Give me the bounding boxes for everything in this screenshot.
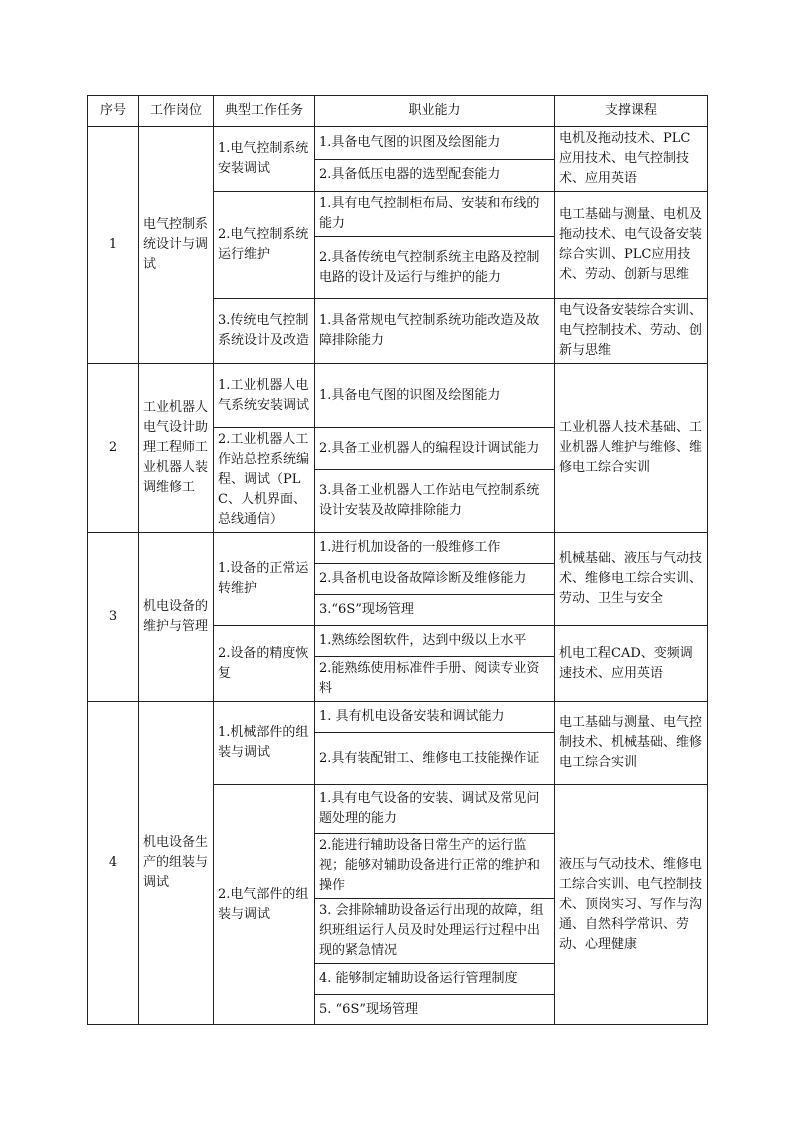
ability-cell: 2.能进行辅助设备日常生产的运行监视；能够对辅助设备进行正常的维护和操作 [315,834,555,899]
table-row [88,533,708,564]
ability-cell: 3. 会排除辅助设备运行出现的故障，组织班组运行人员及时处理运行过程中出现的紧急情况 [315,899,555,964]
course-cell: 液压与气动技术、维修电工综合实训、电气控制技术、顶岗实习、写作与沟通、自然科学常识、劳动、心理健康 [555,785,708,1025]
ability-cell: 1.熟练绘图软件，达到中级以上水平 [315,626,555,657]
ability-cell: 4. 能够制定辅助设备运行管理制度 [315,964,555,995]
course-cell: 机电工程CAD、变频调速技术、应用英语 [555,626,708,702]
ability-cell: 1. 具有机电设备安装和调试能力 [315,702,555,733]
header-task: 典型工作任务 [214,96,315,127]
ability-cell: 1.具有电气控制柜布局、安装和布线的能力 [315,192,555,237]
job-ability-course-table [87,95,708,1025]
course-cell: 电机及拖动技术、PLC应用技术、电气控制技术、应用英语 [555,127,708,192]
task-cell: 1.设备的正常运转维护 [214,533,315,626]
header-post: 工作岗位 [139,96,214,127]
ability-cell: 2.具备传统电气控制系统主电路及控制电路的设计及运行与维护的能力 [315,237,555,299]
task-cell: 2.设备的精度恢复 [214,626,315,702]
seq-cell: 2 [88,364,139,533]
task-cell: 1.机械部件的组装与调试 [214,702,315,785]
task-cell: 2.电气控制系统运行维护 [214,192,315,299]
ability-cell: 1.具备常规电气控制系统功能改造及故障排除能力 [315,299,555,364]
course-cell: 工业机器人技术基础、工业机器人维护与维修、维修电工综合实训 [555,364,708,533]
table-row [88,702,708,733]
course-cell: 机械基础、液压与气动技术、维修电工综合实训、劳动、卫生与安全 [555,533,708,626]
task-cell: 2.工业机器人工作站总控系统编程、调试（PLC、人机界面、总线通信） [214,428,315,533]
seq-cell: 3 [88,533,139,702]
seq-cell: 4 [88,702,139,1025]
header-ability: 职业能力 [315,96,555,127]
ability-cell: 2.具备机电设备故障诊断及维修能力 [315,564,555,595]
task-cell: 2.电气部件的组装与调试 [214,785,315,1025]
post-cell: 机电设备生产的组装与调试 [139,702,214,1025]
table-row [88,364,708,428]
post-cell: 工业机器人电气设计助理工程师工业机器人装调维修工 [139,364,214,533]
course-cell: 电气设备安装综合实训、电气控制技术、劳动、创新与思维 [555,299,708,364]
ability-cell: 2.能熟练使用标准件手册、阅读专业资料 [315,657,555,702]
post-cell: 电气控制系统设计与调试 [139,127,214,364]
header-seq: 序号 [88,96,139,127]
task-cell: 1.工业机器人电气系统安装调试 [214,364,315,428]
ability-cell: 1.具有电气设备的安装、调试及常见问题处理的能力 [315,785,555,834]
ability-cell: 3.“6S”现场管理 [315,595,555,626]
post-cell: 机电设备的维护与管理 [139,533,214,702]
header-course: 支撑课程 [555,96,708,127]
ability-cell: 1.具备电气图的识图及绘图能力 [315,127,555,160]
task-cell: 3.传统电气控制系统设计及改造 [214,299,315,364]
ability-cell: 2.具备低压电器的选型配套能力 [315,159,555,192]
course-cell: 电工基础与测量、电气控制技术、机械基础、维修电工综合实训 [555,702,708,785]
seq-cell: 1 [88,127,139,364]
table-row [88,127,708,160]
ability-cell: 2.具有装配钳工、维修电工技能操作证 [315,733,555,785]
ability-cell: 5. “6S”现场管理 [315,995,555,1025]
ability-cell: 1.进行机加设备的一般维修工作 [315,533,555,564]
course-cell: 电工基础与测量、电机及拖动技术、电气设备安装综合实训、PLC应用技术、劳动、创新与思维 [555,192,708,299]
ability-cell: 1.具备电气图的识图及绘图能力 [315,364,555,428]
header-row [88,96,708,127]
ability-cell: 3.具备工业机器人工作站电气控制系统设计安装及故障排除能力 [315,470,555,533]
task-cell: 1.电气控制系统安装调试 [214,127,315,192]
ability-cell: 2.具备工业机器人的编程设计调试能力 [315,428,555,470]
